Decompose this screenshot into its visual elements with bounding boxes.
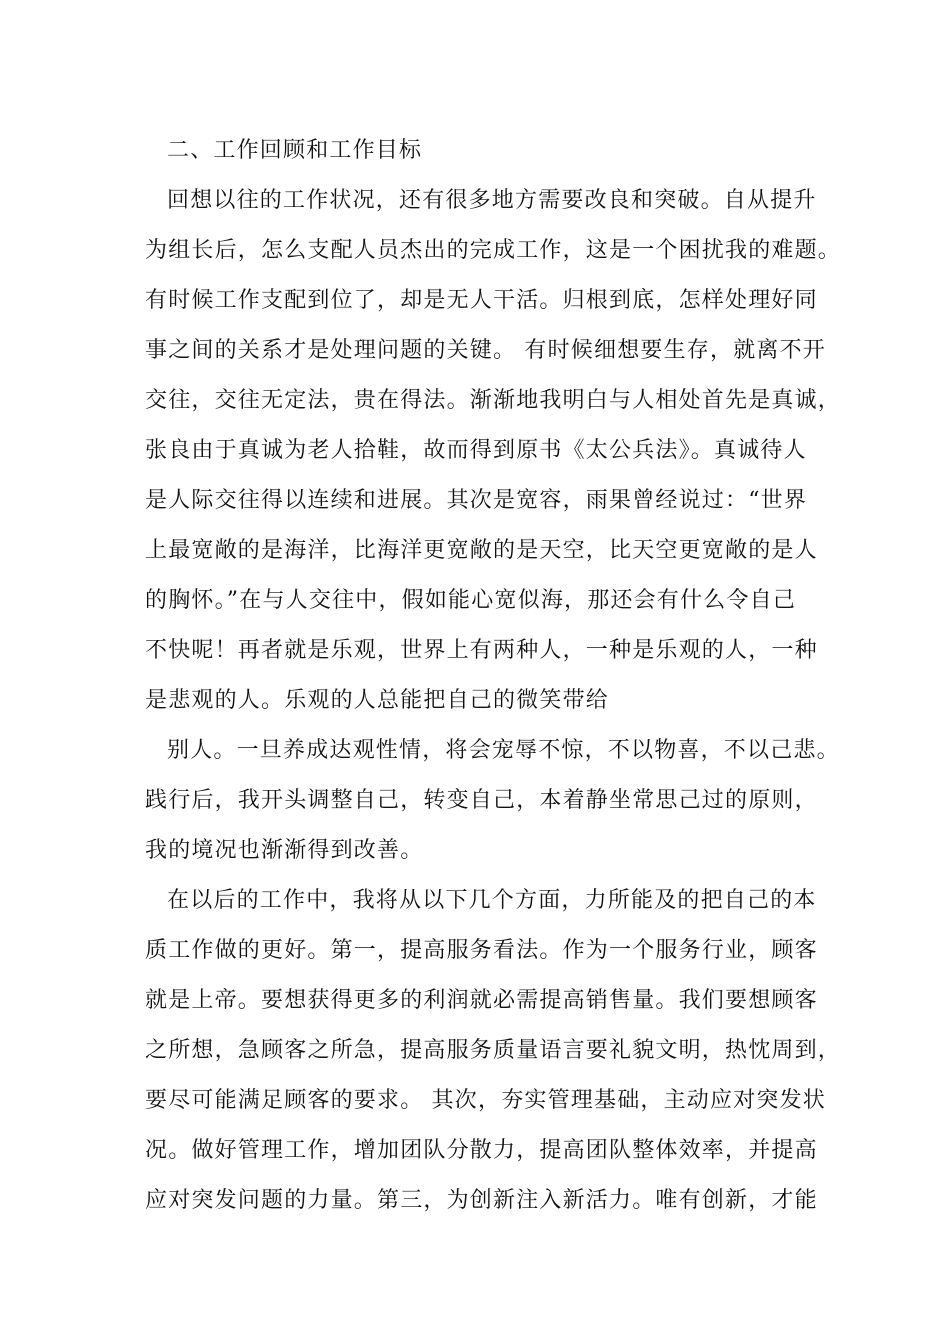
paragraph-line: 就是上帝。要想获得更多的利润就必需提高销售量。我们要想顾客: [145, 988, 818, 1013]
paragraph-line: 上最宽敞的是海洋，比海洋更宽敞的是天空，比天空更宽敞的是人: [145, 538, 818, 563]
paragraph-line: 回想以往的工作状况，还有很多地方需要改良和突破。自从提升: [167, 188, 817, 213]
paragraph-line: 不快呢！再者就是乐观，世界上有两种人，一种是乐观的人，一种: [145, 638, 818, 663]
paragraph-line: 在以后的工作中，我将从以下几个方面，力所能及的把自己的本: [167, 888, 817, 913]
paragraph-line: 应对突发问题的力量。第三，为创新注入新活力。唯有创新，才能: [145, 1188, 818, 1213]
paragraph-line: 况。做好管理工作，增加团队分散力，提高团队整体效率，并提高: [145, 1138, 818, 1163]
paragraph-line: 我的境况也渐渐得到改善。: [145, 838, 424, 863]
paragraph-line: 要尽可能满足顾客的要求。 其次，夯实管理基础，主动应对突发状: [145, 1088, 826, 1113]
paragraph-line: 的胸怀。”在与人交往中，假如能心宽似海，那还会有什么令自己: [145, 588, 797, 613]
paragraph-line: 是人际交往得以连续和进展。其次是宽容，雨果曾经说过：“世界: [145, 488, 808, 513]
paragraph-line: 有时候工作支配到位了，却是无人干活。归根到底，怎样处理好同: [145, 288, 818, 313]
paragraph-line: 是悲观的人。乐观的人总能把自己的微笑带给: [145, 688, 610, 713]
paragraph-line: 张良由于真诚为老人拾鞋，故而得到原书《太公兵法》。真诚待人: [145, 438, 807, 463]
paragraph-line: 之所想，急顾客之所急，提高服务质量语言要礼貌文明，热忱周到，: [145, 1038, 842, 1063]
paragraph-line: 别人。一旦养成达观性情，将会宠辱不惊，不以物喜，不以己悲。: [167, 738, 840, 763]
paragraph-line: 交往，交往无定法，贵在得法。渐渐地我明白与人相处首先是真诚，: [145, 388, 842, 413]
paragraph-line: 事之间的关系才是处理问题的关键。 有时候细想要生存，就离不开: [145, 338, 826, 363]
paragraph-line: 践行后，我开头调整自己，转变自己，本着静坐常思己过的原则，: [145, 788, 818, 813]
paragraph-line: 为组长后，怎么支配人员杰出的完成工作，这是一个困扰我的难题。: [145, 238, 842, 263]
paragraph-line: 质工作做的更好。第一，提高服务看法。作为一个服务行业，顾客: [145, 938, 818, 963]
section-heading: 二、工作回顾和工作目标: [167, 138, 423, 163]
